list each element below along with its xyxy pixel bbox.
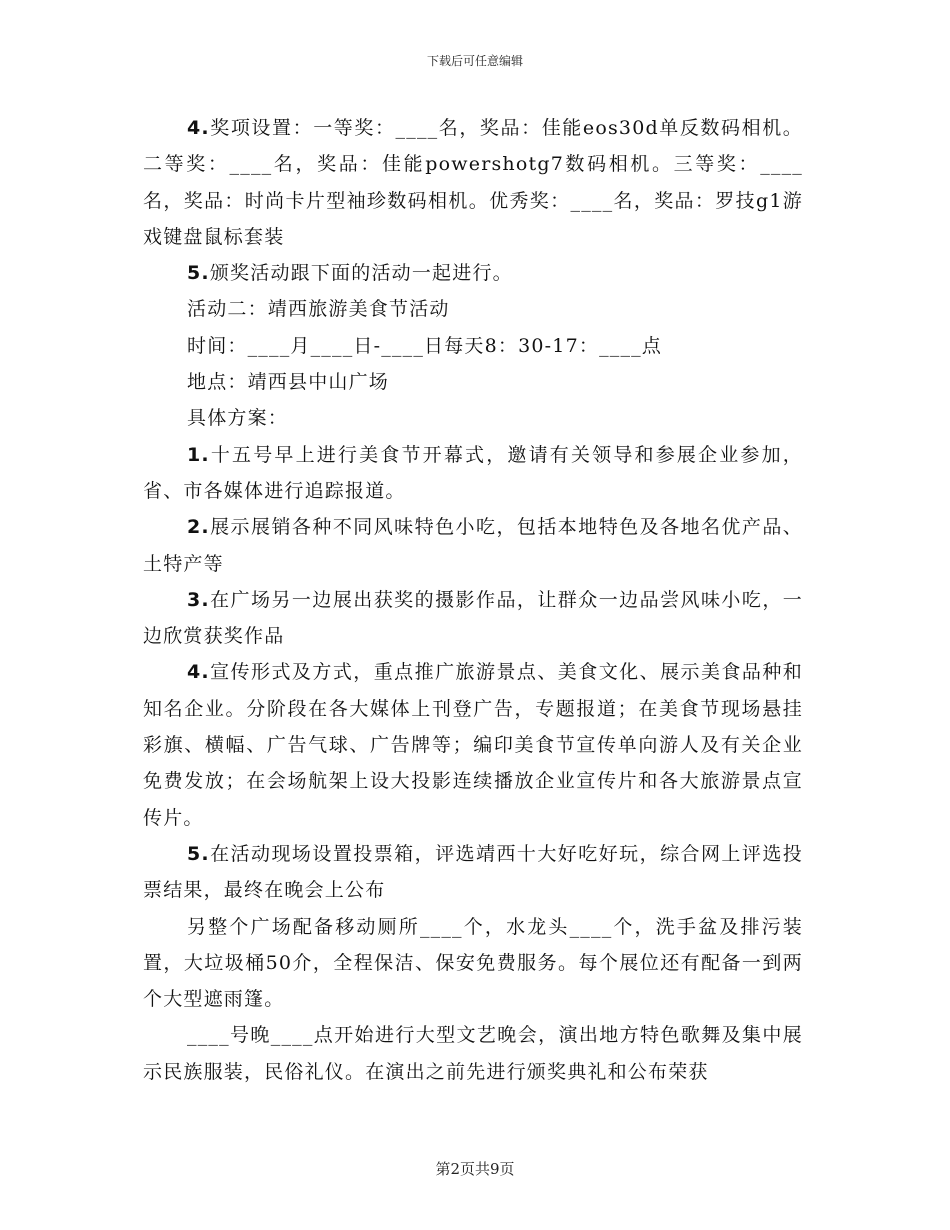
paragraph-text: 十五号早上进行美食节开幕式，邀请有关领导和参展企业参加，省、市各媒体进行追踪报道。 bbox=[143, 443, 803, 502]
paragraph bbox=[143, 437, 803, 510]
paragraph bbox=[143, 836, 803, 909]
paragraph bbox=[143, 582, 803, 655]
list-number: 2. bbox=[187, 516, 210, 539]
page-footer: 第2页共9页 bbox=[435, 1160, 515, 1178]
paragraph bbox=[143, 255, 803, 291]
paragraph bbox=[143, 364, 803, 400]
paragraph-text: 展示展销各种不同风味特色小吃，包括本地特色及各地名优产品、土特产等 bbox=[143, 516, 803, 575]
paragraph-text: 在活动现场设置投票箱，评选靖西十大好吃好玩，综合网上评选投票结果，最终在晚会上公布 bbox=[143, 842, 803, 902]
paragraph-text: 具体方案： bbox=[187, 407, 289, 430]
paragraph-text: 活动二：靖西旅游美食节活动 bbox=[187, 298, 450, 321]
paragraph-text: 地点：靖西县中山广场 bbox=[187, 371, 390, 394]
list-number: 5. bbox=[187, 262, 210, 285]
paragraph bbox=[143, 328, 803, 364]
page-header: 下载后可任意编辑 bbox=[426, 54, 523, 68]
paragraph-text: 另整个广场配备移动厕所____个，水龙头____个，洗手盆及排污装置，大垃圾桶50介，全程保洁、保安免费服务。每个展位还有配备一到两个大型遮雨篷。 bbox=[143, 915, 803, 1011]
paragraph bbox=[143, 654, 803, 835]
paragraph-text: 奖项设置：一等奖：____名，奖品：佳能eos30d单反数码相机。二等奖：____名，奖品：佳能powershotg7数码相机。三等奖：____名，奖品：时尚卡片型袖珍数码相机。优秀奖：____名，奖品：罗技g1游戏键盘鼠标套装 bbox=[143, 117, 803, 248]
paragraph bbox=[143, 1017, 803, 1090]
list-number: 3. bbox=[187, 588, 210, 611]
list-number: 4. bbox=[187, 117, 210, 139]
paragraph-text: 宣传形式及方式，重点推广旅游景点、美食文化、展示美食品种和知名企业。分阶段在各大媒体上刊登广告，专题报道；在美食节现场悬挂彩旗、横幅、广告气球、广告牌等；编印美食节宣传单向游人及有关企业免费发放；在会场航架上设大投影连续播放企业宣传片和各大旅游景点宣传片。 bbox=[143, 661, 803, 829]
paragraph-text: 颁奖活动跟下面的活动一起进行。 bbox=[209, 262, 513, 285]
paragraph bbox=[143, 291, 803, 327]
paragraph bbox=[143, 400, 803, 436]
paragraph-text: ____号晚____点开始进行大型文艺晚会，演出地方特色歌舞及集中展示民族服装，民俗礼仪。在演出之前先进行颁奖典礼和公布荣获 bbox=[143, 1024, 803, 1083]
list-number: 5. bbox=[187, 842, 210, 865]
document-body bbox=[143, 110, 803, 1090]
paragraph bbox=[143, 909, 803, 1018]
list-number: 4. bbox=[187, 661, 210, 684]
list-number: 1. bbox=[187, 443, 210, 466]
paragraph bbox=[143, 110, 803, 255]
paragraph-text: 时间：____月____日-____日每天8：30-17：____点 bbox=[187, 334, 663, 357]
paragraph-text: 在广场另一边展出获奖的摄影作品，让群众一边品尝风味小吃，一边欣赏获奖作品 bbox=[143, 588, 803, 648]
paragraph bbox=[143, 509, 803, 582]
